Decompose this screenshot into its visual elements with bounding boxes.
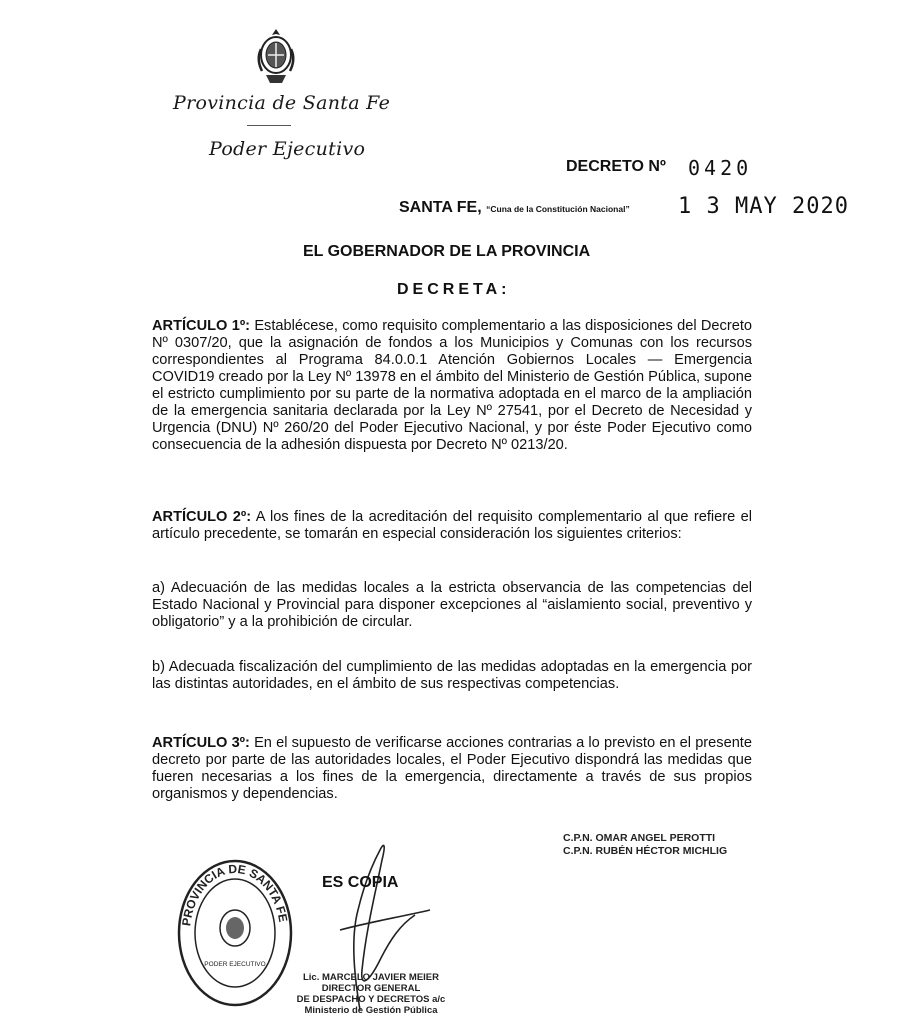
decree-number: 0420 [688,156,753,180]
header-divider [247,125,291,126]
seal-inner-text: PODER EJECUTIVO [204,961,266,968]
certifier-title-2: DE DESPACHO Y DECRETOS a/c [296,994,446,1005]
signatory-1: C.P.N. OMAR ANGEL PEROTTI [563,832,716,844]
province-heading: Provincia de Santa Fe [173,92,391,114]
coat-of-arms-icon [254,25,298,87]
article-1-label: ARTÍCULO 1º: [152,318,251,334]
governor-heading: EL GOBERNADOR DE LA PROVINCIA [303,243,591,260]
es-copia-stamp: ES COPIA [322,874,399,891]
place-motto: “Cuna de la Constitución Nacional” [486,204,630,214]
criterion-a: a) Adecuación de las medidas locales a la estricta observancia de las competencias del Estado Nacional y Provincial para disponer excepciones al “aislamiento social, preventivo y obligatorio” y a la prohibición de circular. [152,580,752,630]
decreta-heading: DECRETA: [397,281,511,298]
article-3-label: ARTÍCULO 3º: [152,735,250,751]
date-stamp: 1 3 MAY 2020 [678,194,849,219]
article-1-text: Establécese, como requisito complementario a las disposiciones del Decreto Nº 0307/20, que la asignación de fondos a los Municipios y Comunas con los recursos correspondientes al Programa 84.0.0.1 Atención Gobiernos Locales — Emergencia COVID19 creado por la Ley Nº 13978 en el ámbito del Ministerio de Gestión Pública, supone el estricto cumplimiento por su parte de la normativa adoptada en el marco de la ampliación de la emergencia sanitaria declarada por la Ley Nº 27541, por el Decreto de Necesidad y Urgencia (DNU) Nº 260/20 del Poder Ejecutivo Nacional, y por éste Poder Ejecutivo como consecuencia de la adhesión dispuesta por Decreto Nº 0213/20. [152,318,752,453]
signatory-2: C.P.N. RUBÉN HÉCTOR MICHLIG [563,845,728,857]
article-2-label: ARTÍCULO 2º: [152,509,252,525]
certifier-title-1: DIRECTOR GENERAL [321,983,421,994]
article-3 [152,735,752,803]
article-3-text: En el supuesto de verificarse acciones contrarias a lo previsto en el presente decreto por parte de las autoridades locales, el Poder Ejecutivo dispondrá las medidas que fueren necesarias a los fines de la emergencia, directamente a través de sus propios organismos y dependencias. [152,735,752,802]
place-line [399,199,630,217]
article-1 [152,318,752,454]
signatory-names [563,832,727,858]
official-seal-icon [176,858,294,1008]
seal-text: PROVINCIA DE SANTA FE [179,861,291,927]
branch-heading: Poder Ejecutivo [209,138,366,160]
certifier-block [296,972,446,1016]
article-2-text: A los fines de la acreditación del requisito complementario al que refiere el artículo precedente, se tomarán en especial consideración los siguientes criterios: [152,509,752,542]
certifier-name: Lic. MARCELO JAVIER MEIER [302,972,439,983]
decree-label: DECRETO Nº [566,158,666,175]
criterion-b: b) Adecuada fiscalización del cumplimiento de las medidas adoptadas en la emergencia por las distintas autoridades, en el ámbito de sus respectivas competencias. [152,659,752,692]
article-2 [152,509,752,543]
place-name: SANTA FE, [399,199,482,216]
certifier-title-3: Ministerio de Gestión Pública [304,1005,438,1016]
